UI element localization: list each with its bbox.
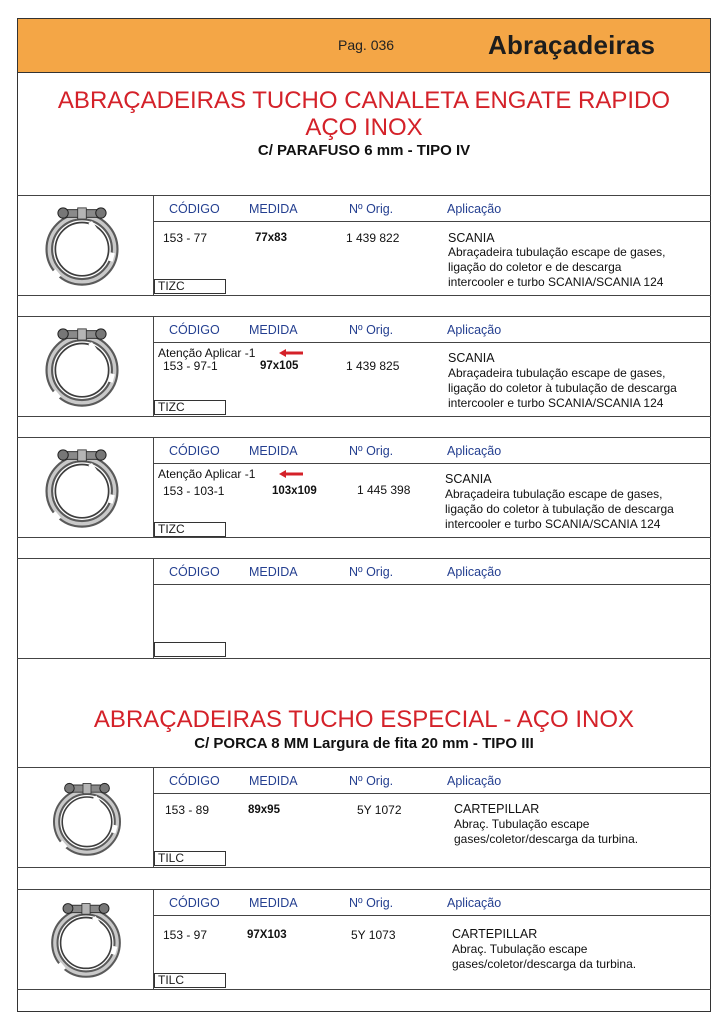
product-orig-number: 5Y 1073	[351, 928, 396, 942]
product-measure: 103x109	[272, 485, 317, 497]
column-header-orig: Nº Orig.	[349, 444, 394, 458]
product-orig-number: 1 439 825	[346, 359, 400, 373]
column-header-orig: Nº Orig.	[349, 323, 394, 337]
product-image-cell	[17, 558, 154, 658]
clamp-photo-icon	[39, 201, 125, 287]
product-image-cell	[17, 889, 154, 989]
product-code: 153 - 77	[163, 231, 208, 245]
product-row	[17, 767, 711, 867]
column-header-orig: Nº Orig.	[349, 565, 394, 579]
application-desc-line: intercooler e turbo SCANIA/SCANIA 124	[445, 517, 661, 531]
column-header-aplicacao: Aplicação	[447, 896, 502, 910]
product-type-tag: TIZC	[154, 522, 226, 537]
application-desc-line: Abraç. Tubulação escape	[452, 942, 588, 956]
catalog-category-title: Abraçadeiras	[488, 30, 656, 60]
product-row	[17, 437, 711, 537]
product-measure: 97x105	[260, 360, 299, 372]
application-desc-line: gases/coletor/descarga da turbina.	[452, 957, 637, 971]
attention-note: Atenção Aplicar -1	[158, 467, 256, 481]
clamp-photo-icon	[47, 775, 127, 859]
product-orig-number: 5Y 1072	[357, 803, 402, 817]
product-orig-number: 1 445 398	[357, 483, 411, 497]
column-header-medida: MEDIDA	[249, 774, 298, 788]
product-measure: 89x95	[248, 804, 280, 816]
column-header-codigo: CÓDIGO	[169, 565, 220, 579]
column-header-orig: Nº Orig.	[349, 202, 394, 216]
section2-subtitle: C/ PORCA 8 MM Largura de fita 20 mm - TIPO III	[194, 735, 534, 752]
section1-subtitle: C/ PARAFUSO 6 mm - TIPO IV	[257, 142, 471, 159]
red-arrow-left-icon	[279, 349, 303, 357]
product-image-cell	[17, 195, 154, 295]
column-header-medida: MEDIDA	[249, 202, 298, 216]
product-type-tag: TILC	[154, 851, 226, 866]
application-brand: SCANIA	[445, 472, 492, 486]
column-header-aplicacao: Aplicação	[447, 323, 502, 337]
application-brand: SCANIA	[448, 231, 495, 245]
product-code: 153 - 97	[163, 928, 208, 942]
clamp-photo-icon	[39, 322, 125, 408]
application-desc-line: ligação do coletor e de descarga	[448, 260, 622, 274]
column-header-orig: Nº Orig.	[349, 774, 394, 788]
product-image-cell	[17, 437, 154, 537]
section2-title: ABRAÇADEIRAS TUCHO ESPECIAL - AÇO INOX	[93, 706, 635, 733]
column-header-codigo: CÓDIGO	[169, 202, 220, 216]
column-header-codigo: CÓDIGO	[169, 896, 220, 910]
product-measure: 77x83	[255, 232, 287, 244]
application-brand: CARTEPILLAR	[454, 802, 540, 816]
application-brand: CARTEPILLAR	[452, 927, 538, 941]
product-row	[17, 316, 711, 416]
section1-title-line1: ABRAÇADEIRAS TUCHO CANALETA ENGATE RAPIDO	[57, 87, 671, 114]
column-header-medida: MEDIDA	[249, 444, 298, 458]
application-desc-line: Abraçadeira tubulação escape de gases,	[448, 245, 666, 259]
product-code: 153 - 97-1	[163, 359, 218, 373]
application-desc-line: intercooler e turbo SCANIA/SCANIA 124	[448, 275, 664, 289]
product-measure: 97X103	[247, 929, 287, 941]
application-brand: SCANIA	[448, 351, 495, 365]
application-desc-line: Abraçadeira tubulação escape de gases,	[448, 366, 666, 380]
application-desc-line: Abraç. Tubulação escape	[454, 817, 590, 831]
application-desc-line: Abraçadeira tubulação escape de gases,	[445, 487, 663, 501]
product-code: 153 - 89	[165, 803, 210, 817]
product-type-tag: TILC	[154, 973, 226, 988]
attention-note: Atenção Aplicar -1	[158, 346, 256, 360]
column-header-codigo: CÓDIGO	[169, 444, 220, 458]
product-row	[17, 195, 711, 295]
product-image-cell	[17, 316, 154, 416]
column-header-codigo: CÓDIGO	[169, 774, 220, 788]
product-code: 153 - 103-1	[163, 484, 225, 498]
application-desc-line: ligação do coletor à tubulação de descarga	[445, 502, 674, 516]
column-header-medida: MEDIDA	[249, 323, 298, 337]
product-orig-number: 1 439 822	[346, 231, 400, 245]
application-desc-line: intercooler e turbo SCANIA/SCANIA 124	[448, 396, 664, 410]
product-row-empty	[17, 558, 711, 658]
product-type-tag: TIZC	[154, 279, 226, 294]
column-header-aplicacao: Aplicação	[447, 565, 502, 579]
column-header-aplicacao: Aplicação	[447, 202, 502, 216]
application-desc-line: ligação do coletor à tubulação de descarga	[448, 381, 677, 395]
column-header-codigo: CÓDIGO	[169, 323, 220, 337]
product-type-tag	[154, 642, 226, 657]
clamp-photo-icon	[39, 443, 125, 529]
column-header-medida: MEDIDA	[249, 896, 298, 910]
product-row	[17, 889, 711, 989]
red-arrow-left-icon	[279, 470, 303, 478]
column-header-orig: Nº Orig.	[349, 896, 394, 910]
application-desc-line: gases/coletor/descarga da turbina.	[454, 832, 639, 846]
section1-title-line2: AÇO INOX	[305, 114, 423, 141]
product-image-cell	[17, 767, 154, 867]
product-type-tag: TIZC	[154, 400, 226, 415]
page-number: Pag. 036	[338, 37, 395, 53]
column-header-aplicacao: Aplicação	[447, 444, 502, 458]
column-header-aplicacao: Aplicação	[447, 774, 502, 788]
column-header-medida: MEDIDA	[249, 565, 298, 579]
clamp-photo-icon	[45, 895, 127, 981]
